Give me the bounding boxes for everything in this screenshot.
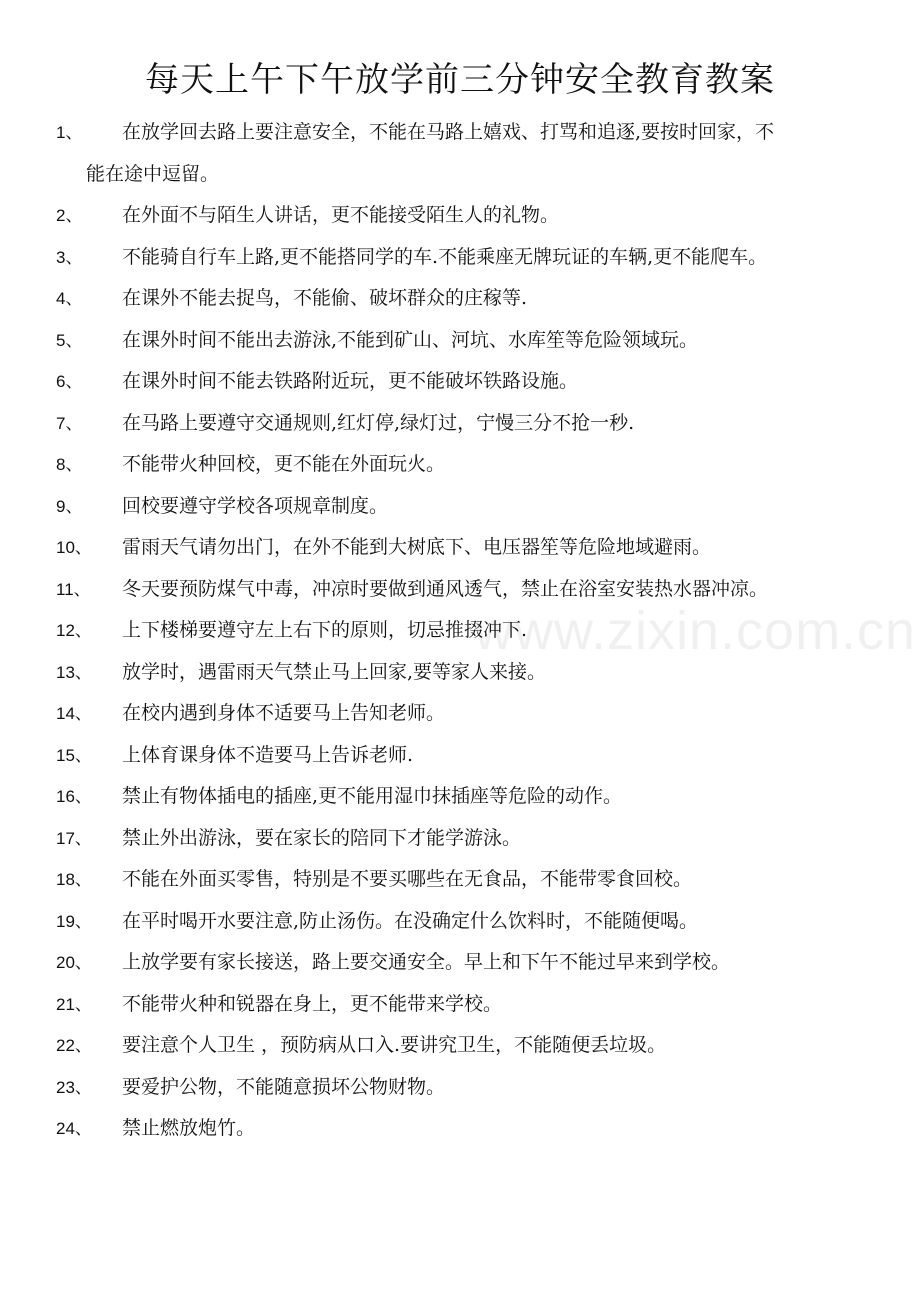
list-item bbox=[0, 361, 920, 403]
item-number: 20、 bbox=[56, 953, 92, 972]
item-number: 7、 bbox=[56, 413, 83, 433]
item-text: 上放学要有家长接送，路上要交通安全。早上和下午不能过早来到学校。 bbox=[122, 951, 731, 973]
list-item bbox=[0, 195, 920, 237]
item-text: 回校要遵守学校各项规章制度。 bbox=[122, 494, 389, 517]
list-item bbox=[0, 942, 920, 984]
document-title: 每天上午下午放学前三分钟安全教育教案 bbox=[145, 60, 775, 100]
item-number: 3、 bbox=[56, 247, 83, 267]
item-number: 8、 bbox=[56, 455, 83, 474]
list-item bbox=[0, 278, 920, 320]
list-item bbox=[0, 735, 920, 777]
list-item bbox=[0, 527, 920, 569]
item-text: 在外面不与陌生人讲话，更不能接受陌生人的礼物。 bbox=[122, 204, 560, 226]
item-number: 12、 bbox=[56, 621, 92, 640]
item-number: 21、 bbox=[56, 994, 92, 1014]
item-text: 在课外不能去捉鸟，不能偷、破坏群众的庄稼等. bbox=[122, 287, 528, 309]
item-text: 冬天要预防煤气中毒，冲凉时要做到通风透气，禁止在浴室安装热水器冲凉。 bbox=[122, 577, 769, 600]
item-text: 放学时，遇雷雨天气禁止马上回家,要等家人来接。 bbox=[122, 660, 547, 683]
list-item bbox=[0, 693, 920, 735]
item-text: 在放学回去路上要注意安全，不能在马路上嬉戏、打骂和追逐,要按时回家，不 bbox=[122, 121, 775, 143]
safety-rules-list bbox=[0, 112, 920, 1150]
list-item bbox=[0, 610, 920, 652]
item-text: 不能骑自行车上路,更不能搭同学的车.不能乘座无牌玩证的车辆,更不能爬车。 bbox=[122, 245, 768, 268]
item-number: 11、 bbox=[56, 579, 91, 599]
list-item bbox=[0, 403, 920, 445]
list-item bbox=[0, 901, 920, 943]
item-text: 要爱护公物，不能随意损坏公物财物。 bbox=[122, 1075, 446, 1098]
item-number: 24、 bbox=[56, 1119, 92, 1138]
item-number: 17、 bbox=[56, 828, 92, 848]
item-number: 23、 bbox=[56, 1077, 92, 1097]
item-text: 上下楼梯要遵守左上右下的原则，切忌推掇冲下. bbox=[122, 619, 528, 641]
list-item bbox=[0, 1108, 920, 1150]
item-text: 在校内遇到身体不适要马上告知老师。 bbox=[122, 702, 446, 724]
item-text: 禁止外出游泳，要在家长的陪同下才能学游泳。 bbox=[122, 826, 522, 849]
item-number: 10、 bbox=[56, 538, 92, 557]
list-item bbox=[0, 112, 920, 195]
list-item bbox=[0, 652, 920, 694]
item-number: 13、 bbox=[56, 662, 92, 682]
item-number: 2、 bbox=[56, 206, 83, 225]
item-text: 禁止燃放炮竹。 bbox=[122, 1117, 256, 1139]
list-item bbox=[0, 444, 920, 486]
list-item bbox=[0, 818, 920, 860]
item-number: 16、 bbox=[56, 787, 92, 806]
item-text: 上体育课身体不造要马上告诉老师. bbox=[122, 743, 414, 766]
list-item bbox=[0, 569, 920, 611]
item-text: 不能带火种回校，更不能在外面玩火。 bbox=[122, 453, 446, 475]
item-number: 22、 bbox=[56, 1036, 92, 1055]
item-text: 禁止有物体插电的插座,更不能用湿巾抹插座等危险的动作。 bbox=[122, 785, 623, 807]
list-item bbox=[0, 1025, 920, 1067]
list-item bbox=[0, 237, 920, 279]
item-text: 在马路上要遵守交通规则,红灯停,绿灯过，宁慢三分不抢一秒. bbox=[122, 411, 635, 434]
list-item bbox=[0, 776, 920, 818]
list-item bbox=[0, 1067, 920, 1109]
item-text: 不能在外面买零售，特别是不要买哪些在无食品，不能带零食回校。 bbox=[122, 868, 693, 890]
list-item bbox=[0, 486, 920, 528]
item-number: 6、 bbox=[56, 372, 83, 391]
watermark-text: www.zixin.com.cn bbox=[474, 601, 917, 661]
item-number: 4、 bbox=[56, 289, 83, 308]
item-text: 在平时喝开水要注意,防止汤伤。在没确定什么饮料时，不能随便喝。 bbox=[122, 909, 699, 932]
list-item bbox=[0, 984, 920, 1026]
item-number: 15、 bbox=[56, 745, 92, 765]
item-text: 雷雨天气请勿出门，在外不能到大树底下、电压器笙等危险地域避雨。 bbox=[122, 536, 712, 558]
item-number: 1、 bbox=[56, 123, 83, 142]
list-item bbox=[0, 320, 920, 362]
item-text: 要注意个人卫生 ，预防病从口入.要讲究卫生，不能随便丢垃圾。 bbox=[122, 1034, 667, 1056]
list-item bbox=[0, 859, 920, 901]
item-number: 19、 bbox=[56, 911, 92, 931]
item-text: 不能带火种和锐器在身上，更不能带来学校。 bbox=[122, 992, 503, 1015]
item-text: 在课外时间不能去铁路附近玩，更不能破坏铁路设施。 bbox=[122, 370, 579, 392]
item-number: 9、 bbox=[56, 496, 83, 516]
item-text-continued: 能在途中逗留。 bbox=[86, 162, 220, 185]
item-number: 18、 bbox=[56, 870, 92, 889]
item-number: 5、 bbox=[56, 330, 83, 350]
item-text: 在课外时间不能出去游泳,不能到矿山、河坑、水库笙等危险领域玩。 bbox=[122, 328, 699, 351]
item-number: 14、 bbox=[56, 704, 92, 723]
